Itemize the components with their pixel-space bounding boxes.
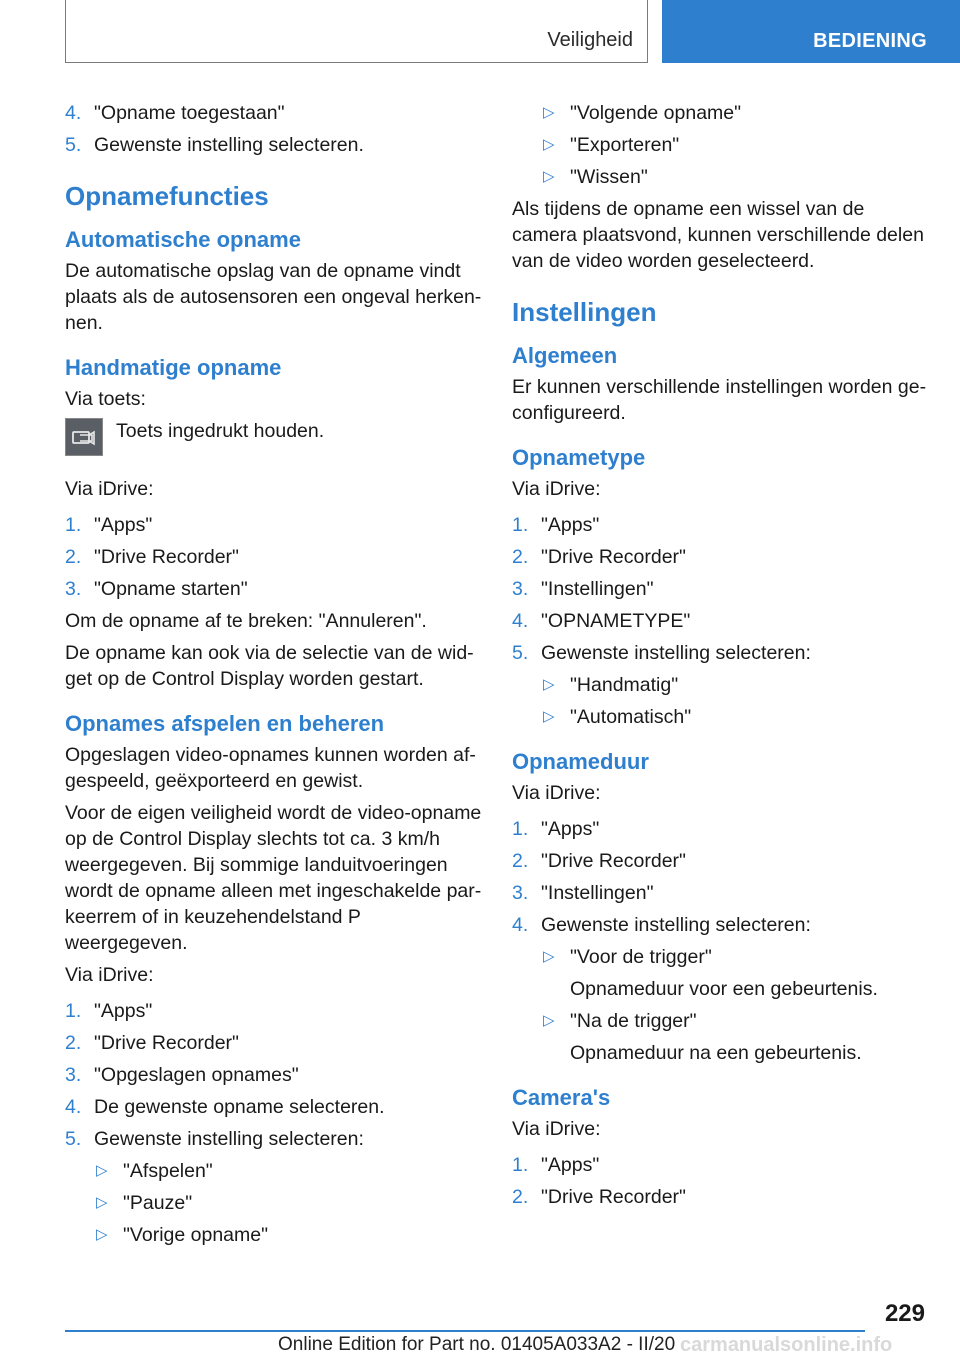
list-item: 1. "Apps": [512, 514, 600, 536]
list-item: 2. "Drive Recorder": [512, 546, 686, 568]
paragraph-via-idrive: Via iDrive:: [65, 964, 154, 986]
list-item: 1. "Apps": [65, 514, 153, 536]
list-item: 2. "Drive Recorder": [65, 1032, 239, 1054]
list-item: 5. Gewenste instelling selecteren:: [512, 642, 811, 664]
steps-list-continued: [512, 100, 930, 190]
paragraph-abort: Om de opname af te breken: "Annuleren".: [65, 610, 427, 632]
paragraph-via-idrive: Via iDrive:: [65, 478, 154, 500]
triangle-right-icon: ▷: [543, 676, 555, 693]
paragraph-via-idrive: Via iDrive:: [512, 478, 601, 500]
steps-list-start: [65, 512, 483, 602]
sub-list-note: Opnameduur na een gebeurtenis.: [570, 1042, 862, 1064]
sub-list-item: ▷ "Vorige opname": [96, 1224, 269, 1246]
triangle-right-icon: ▷: [543, 708, 555, 725]
paragraph-via-toets: Via toets:: [65, 388, 146, 410]
triangle-right-icon: ▷: [96, 1162, 108, 1179]
list-item: 2. "Drive Recorder": [512, 1186, 686, 1208]
steps-list-afspelen: [65, 998, 483, 1248]
list-item: 5. Gewenste instelling selecteren.: [65, 134, 364, 156]
list-item: 2. "Drive Recorder": [65, 546, 239, 568]
sub-list-item: ▷ "Voor de trigger": [543, 946, 712, 968]
list-item: 4. "OPNAMETYPE": [512, 610, 691, 632]
heading-opnamefuncties: Opnamefuncties: [65, 181, 269, 211]
header-section-box: [65, 0, 648, 63]
steps-list-cameras: [512, 1152, 930, 1210]
triangle-right-icon: ▷: [96, 1194, 108, 1211]
steps-list-opnametype: [512, 512, 930, 730]
list-item: 4. De gewenste opname selecteren.: [65, 1096, 385, 1118]
heading-automatische-opname: Automatische opname: [65, 227, 301, 252]
sub-list-item: ▷ "Na de trigger": [543, 1010, 697, 1032]
paragraph-camera-switch: Als tijdens de opname een wissel van de camera plaatsvond, kunnen verschillende delen van de video worden geselecteerd.: [512, 198, 924, 272]
list-item: 3. "Instellingen": [512, 578, 654, 600]
sub-list-item: ▷ "Afspelen": [96, 1160, 213, 1182]
paragraph-veiligheid: Voor de eigen veiligheid wordt de video-opname op de Control Display slechts tot ca. 3 km/h weergegeven. Bij sommige landuitvoeringen wordt de opname alleen met ingeschakelde par-keerrem of in keuzehendelstand P weergegeven.: [65, 802, 482, 954]
sub-list-item: ▷ "Automatisch": [543, 706, 692, 728]
sub-list-item: ▷ "Exporteren": [543, 134, 680, 156]
list-item: 1. "Apps": [65, 1000, 153, 1022]
sub-list-item: ▷ "Wissen": [543, 166, 648, 188]
triangle-right-icon: ▷: [543, 136, 555, 153]
heading-opnameduur: Opnameduur: [512, 749, 649, 774]
steps-list-opnameduur: [512, 816, 930, 1066]
heading-cameras: Camera's: [512, 1085, 611, 1110]
list-item: 4. Gewenste instelling selecteren:: [512, 914, 811, 936]
page-number: 229: [884, 1300, 925, 1327]
right-column: [512, 100, 930, 1216]
sub-list-note: Opnameduur voor een gebeurtenis.: [570, 978, 878, 1000]
footer-divider: [65, 1330, 865, 1332]
list-item: 1. "Apps": [512, 818, 600, 840]
paragraph-via-idrive: Via iDrive:: [512, 782, 601, 804]
list-item: 3. "Opname starten": [65, 578, 248, 600]
heading-instellingen: Instellingen: [512, 297, 657, 327]
list-item: 3. "Opgeslagen opnames": [65, 1064, 299, 1086]
button-instruction: [65, 418, 483, 466]
list-item: 2. "Drive Recorder": [512, 850, 686, 872]
header-chapter-title: BEDIENING: [813, 30, 927, 52]
heading-opnames-afspelen: Opnames afspelen en beheren: [65, 711, 385, 736]
header-section-title: Veiligheid: [547, 29, 633, 51]
button-instruction-text: Toets ingedrukt houden.: [116, 420, 325, 442]
paragraph-auto: De automatische opslag van de opname vindt plaats als de autosensoren een ongeval herken-nen.: [65, 260, 482, 334]
heading-algemeen: Algemeen: [512, 343, 618, 368]
left-column: [65, 100, 483, 1254]
drive-recorder-button-icon: [65, 418, 103, 456]
triangle-right-icon: ▷: [543, 104, 555, 121]
watermark: carmanualsonline.info: [680, 1334, 893, 1356]
paragraph-via-idrive: Via iDrive:: [512, 1118, 601, 1140]
paragraph-widget: De opname kan ook via de selectie van de wid-get op de Control Display worden gestart.: [65, 642, 474, 690]
list-item: 3. "Instellingen": [512, 882, 654, 904]
triangle-right-icon: ▷: [543, 948, 555, 965]
paragraph-algemeen: Er kunnen verschillende instellingen worden ge-configureerd.: [512, 376, 927, 424]
triangle-right-icon: ▷: [543, 1012, 555, 1029]
paragraph-afspelen: Opgeslagen video-opnames kunnen worden af-gespeeld, geëxporteerd en gewist.: [65, 744, 476, 792]
header-chapter-box: [662, 0, 960, 63]
sub-list-item: ▷ "Handmatig": [543, 674, 679, 696]
list-item: 4. "Opname toegestaan": [65, 102, 285, 124]
heading-handmatige-opname: Handmatige opname: [65, 355, 282, 380]
footer-edition: Online Edition for Part no. 01405A033A2 - II/20: [278, 1334, 676, 1355]
list-item: 5. Gewenste instelling selecteren:: [65, 1128, 364, 1150]
list-item: 1. "Apps": [512, 1154, 600, 1176]
triangle-right-icon: ▷: [543, 168, 555, 185]
sub-list-item: ▷ "Volgende opname": [543, 102, 742, 124]
sub-list-item: ▷ "Pauze": [96, 1192, 193, 1214]
triangle-right-icon: ▷: [96, 1226, 108, 1243]
heading-opnametype: Opnametype: [512, 445, 646, 470]
top-steps-list: [65, 100, 483, 158]
